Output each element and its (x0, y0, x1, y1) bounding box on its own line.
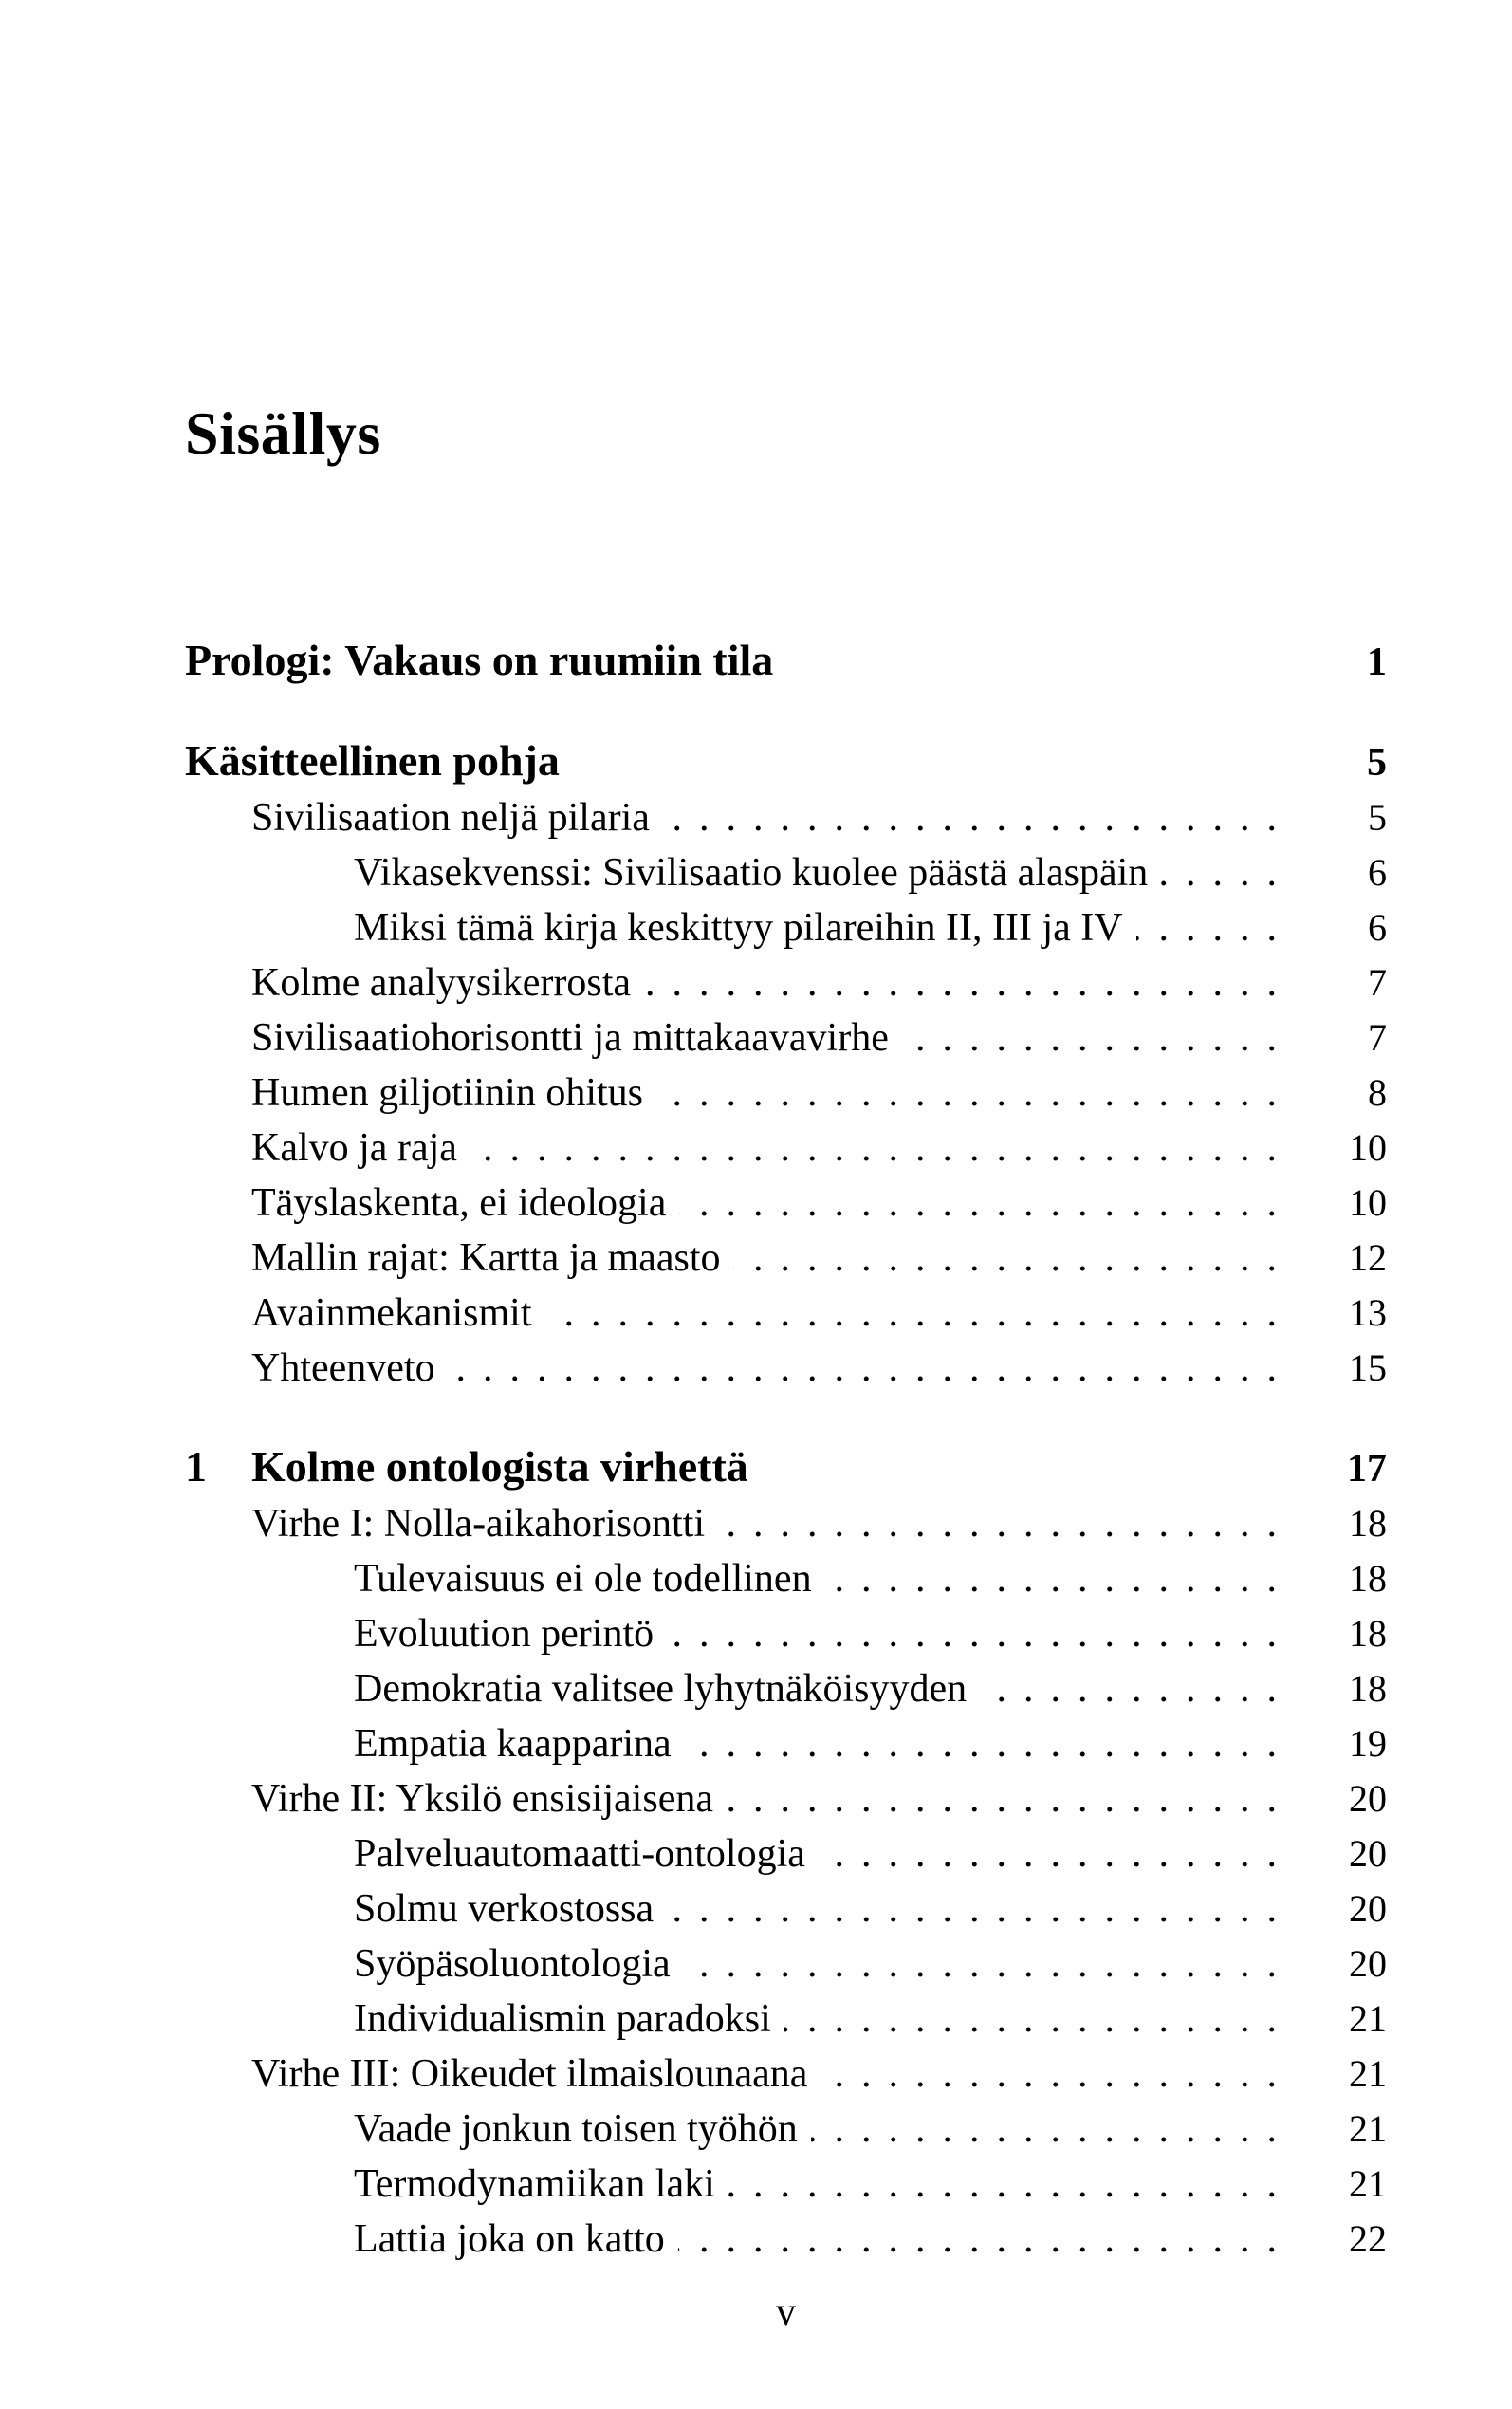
dot-leader (685, 1717, 1294, 1771)
toc-entry-page: 5 (1367, 741, 1387, 785)
toc-entry[interactable] (185, 1121, 1387, 1176)
toc-entry-label: Humen giljotiinin ohitus (251, 1071, 644, 1115)
dot-leader (667, 1882, 1294, 1936)
dot-leader (470, 1121, 1294, 1176)
toc-entry[interactable] (185, 1176, 1387, 1231)
dot-leader (1136, 901, 1294, 955)
toc-entry-page: 6 (1368, 906, 1387, 949)
toc-entry-label: Palveluautomaatti-ontologia (354, 1832, 805, 1876)
toc-entry[interactable] (185, 2102, 1387, 2157)
dot-leader (545, 1287, 1295, 1341)
toc-entry-label: Vaade jonkun toisen työhön (354, 2107, 798, 2151)
toc-entry-label: Kolme analyysikerrosta (251, 961, 632, 1005)
toc-entry-page: 18 (1349, 1557, 1387, 1600)
toc-entry-label: Käsitteellinen pohja (185, 736, 560, 785)
toc-entry-page: 8 (1368, 1071, 1387, 1114)
dot-leader (727, 1772, 1294, 1826)
dot-leader (902, 1011, 1294, 1066)
toc-entry[interactable] (185, 1066, 1387, 1121)
toc-entry-page: 21 (1349, 2162, 1387, 2205)
toc-entry-label: Evoluution perintö (354, 1612, 655, 1656)
dot-leader (656, 1066, 1294, 1121)
toc-entry-page: 21 (1349, 2107, 1387, 2150)
dot-leader (784, 1992, 1294, 2047)
dot-leader (684, 1937, 1294, 1992)
dot-leader (663, 791, 1294, 845)
toc-entry-label: Avainmekanismit (251, 1291, 532, 1335)
toc-entry-page: 19 (1349, 1722, 1387, 1765)
dot-leader (825, 1552, 1294, 1606)
toc-entry-label: Sivilisaatiohorisontti ja mittakaavavirhe (251, 1016, 889, 1060)
toc-entry-label: Virhe II: Yksilö ensisijaisena (251, 1777, 713, 1821)
dot-leader (728, 2158, 1294, 2212)
toc-entry-page: 12 (1349, 1236, 1387, 1279)
toc-entry-label: Vikasekvenssi: Sivilisaatio kuolee päästä alaspäin (354, 851, 1149, 895)
toc-entry-page: 20 (1349, 1832, 1387, 1875)
toc-entry-page: 10 (1349, 1181, 1387, 1224)
toc-entry-page: 21 (1349, 1997, 1387, 2040)
toc-entry[interactable] (185, 2157, 1387, 2212)
toc-entry[interactable] (185, 1551, 1387, 1606)
toc-entry-label: Demokratia valitsee lyhytnäköisyyden (354, 1667, 968, 1711)
dot-leader (679, 1177, 1294, 1231)
toc-entry[interactable] (185, 2047, 1387, 2102)
toc-entry[interactable] (185, 1439, 1387, 1496)
toc-entry[interactable] (185, 733, 1387, 790)
toc-entry-page: 18 (1349, 1502, 1387, 1545)
toc-entry-label: Sivilisaation neljä pilaria (251, 796, 650, 840)
dot-leader (718, 1497, 1294, 1551)
toc-entry-page: 20 (1349, 1887, 1387, 1930)
toc-entry-label: Täyslaskenta, ei ideologia (251, 1181, 667, 1225)
toc-entry[interactable] (185, 1286, 1387, 1341)
toc-entry[interactable] (185, 1661, 1387, 1716)
toc-entry-page: 18 (1349, 1667, 1387, 1710)
dot-leader (980, 1662, 1294, 1716)
toc-entry[interactable] (185, 790, 1387, 845)
dot-leader (821, 2048, 1294, 2102)
toc-entry-page: 15 (1349, 1346, 1387, 1389)
toc-entry-label: Virhe III: Oikeudet ilmaislounaana (251, 2052, 808, 2096)
toc-entry-page: 18 (1349, 1612, 1387, 1655)
toc-entry-label: Virhe I: Nolla-aikahorisontti (251, 1502, 706, 1546)
toc-entry-page: 13 (1349, 1291, 1387, 1334)
toc-entry[interactable] (185, 2212, 1387, 2267)
toc-entry-label: Miksi tämä kirja keskittyy pilareihin II, III ja IV (354, 906, 1123, 950)
dot-leader (811, 2103, 1294, 2157)
toc-entry-label: Solmu verkostossa (354, 1887, 655, 1931)
toc-entry-page: 20 (1349, 1942, 1387, 1985)
toc-entry[interactable] (185, 1992, 1387, 2047)
toc-entry[interactable] (185, 1496, 1387, 1551)
toc-entry[interactable] (185, 1341, 1387, 1396)
toc-entry-page: 5 (1368, 796, 1387, 839)
toc-entry[interactable] (185, 1826, 1387, 1881)
toc-entry-label: Kalvo ja raja (251, 1126, 457, 1170)
toc-entry-page: 7 (1368, 961, 1387, 1004)
toc-entry-label: Kolme ontologista virhettä (251, 1442, 748, 1491)
dot-leader (1161, 846, 1294, 900)
toc-entry-label: Syöpäsoluontologia (354, 1942, 671, 1986)
toc-entry-label: Mallin rajat: Kartta ja maasto (251, 1236, 721, 1280)
toc-entry-label: Tulevaisuus ei ole todellinen (354, 1557, 812, 1601)
toc-entry[interactable] (185, 900, 1387, 955)
dot-leader (644, 956, 1294, 1010)
toc-entry[interactable] (185, 1881, 1387, 1936)
toc-entry-page: 1 (1367, 640, 1387, 684)
toc-entry-label: Individualismin paradoksi (354, 1997, 771, 2041)
toc-entry-page: 10 (1349, 1126, 1387, 1169)
toc-entry[interactable] (185, 1716, 1387, 1771)
toc-entry-label: Termodynamiikan laki (354, 2162, 715, 2206)
dot-leader (678, 2213, 1294, 2267)
toc-entry-page: 21 (1349, 2052, 1387, 2095)
page-number-footer: v (776, 2290, 796, 2334)
toc-entry[interactable] (185, 1936, 1387, 1992)
page-title: Sisällys (185, 399, 381, 467)
toc-list (185, 633, 1387, 2267)
dot-leader (733, 1232, 1294, 1286)
toc-entry-label: Prologi: Vakaus on ruumiin tila (185, 636, 774, 684)
toc-entry[interactable] (185, 633, 1387, 690)
toc-entry[interactable] (185, 1771, 1387, 1826)
toc-entry-label: Lattia joka on katto (354, 2217, 665, 2261)
toc-entry-page: 20 (1349, 1777, 1387, 1820)
toc-entry-page: 7 (1368, 1016, 1387, 1059)
toc-entry[interactable] (185, 955, 1387, 1010)
toc-page (185, 0, 1387, 2409)
toc-entry[interactable] (185, 1010, 1387, 1066)
toc-entry[interactable] (185, 1606, 1387, 1661)
dot-leader (667, 1607, 1294, 1661)
toc-entry-label: Yhteenveto (251, 1346, 435, 1390)
toc-entry[interactable] (185, 845, 1387, 900)
toc-entry-page: 6 (1368, 851, 1387, 894)
dot-leader (819, 1827, 1294, 1881)
toc-entry-page: 17 (1347, 1447, 1387, 1491)
toc-entry-page: 22 (1349, 2217, 1387, 2260)
toc-entry[interactable] (185, 1231, 1387, 1286)
toc-entry-label: Empatia kaapparina (354, 1722, 672, 1766)
chapter-number: 1 (185, 1442, 207, 1491)
dot-leader (449, 1342, 1294, 1396)
